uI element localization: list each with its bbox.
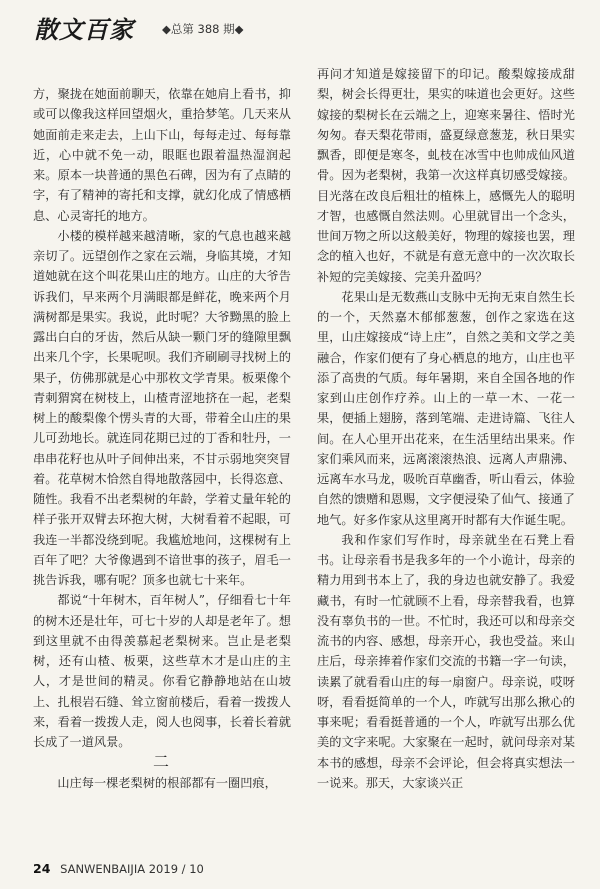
right-paragraph-3: 我和作家们写作时，母亲就坐在石凳上看书。让母亲看书是我多年的一个小诡计，母亲的精力用到书本上了，我的身边也就安静了。我爱藏书，有时一忙就顾不上看，母亲替我看，也算没有辜负书的一世。不忙时，我还可以和母亲交流书的内容、感想，母亲开心，我也受益。来山庄后，母亲捧着作家们交流的书籍一字一句读，读累了就看看山庄的每一扇窗户。母亲说，哎呀呀，看看挺简单的一个人，咋就写出那么揪心的事来呢；看看挺普通的一个人，咋就写出那么优美的文字来呢。大家聚在一起时，就问母亲对某本书的感想，母亲不会评论，但会将真实想法一一说来。那天，大家谈兴正: [317, 532, 575, 790]
left-paragraph-3: 都说“十年树木，百年树人”，仔细看七十年的树木还是壮年，可七十岁的人却是老年了。想到这里就不由得羡慕起老梨树来。岂止是老梨树，还有山楂、板栗，这些草木才是山庄的主人，才是世间的精灵。你看它静静地站在山坡上、扎根岩石缝、耸立窗前楼后，看着一拨拨人来，看着一拨拨人走，阅人也阅事，长着长着就长成了一道风景。: [33, 593, 291, 749]
page-number: 24: [33, 861, 51, 876]
left-paragraph-2: 小楼的模样越来越清晰，家的气息也越来越亲切了。远望创作之家在云端，身临其境，才知道她就在这个叫花果山庄的地方。山庄的大爷告诉我们，早来两个月满眼都是鲜花，晚来两个月满树都是果实。我说，此时呢？大爷黝黑的脸上露出白白的牙齿，然后从缺一颗门牙的缝隙里飘出来几个字，长果呢呗。我们齐刷刷寻找树上的果子，仿佛那就是心中那枚文学青果。板栗像个青刺猬窝在树枝上，山楂青涩地挤在一起，老梨树上的酸梨像个愣头青的大哥，带着全山庄的果儿可劲地长。就连同花期已过的丁香和牡丹，一串串花籽也从叶子间伸出来，不甘示弱地突突冒着。花草树木恰然自得地散落园中，长得恣意、随性。我看不出老梨树的年龄，学着丈量年轮的样子张开双臂去环抱大树，大树看着不起眼，可我连一半都没绕到呢。我尴尬地问，这棵树有上百年了吧？大爷像遇到不谙世事的孩子，眉毛一挑告诉我，哪有呢？顶多也就七十来年。: [33, 228, 291, 587]
left-paragraph-4: 山庄每一棵老梨树的根部都有一圈凹痕，: [57, 775, 277, 790]
left-paragraph-1: 方，聚拢在她面前聊天，依靠在她肩上看书，抑或可以像我这样回望烟火，重拾梦笔。几天来从她面前走来走去，上山下山，每每走过、每每靠近，心中就不免一动，眼眶也跟着温热湿润起来。原本一块普通的黑色石碑，因为有了点睛的字，有了精神的寄托和支撑，就幻化成了情感栖息、心灵寄托的地方。: [33, 87, 291, 223]
left-column: [33, 84, 291, 864]
section-heading: 二: [152, 752, 171, 772]
right-paragraph-2: 花果山是无数燕山支脉中无拘无束自然生长的一个，天然嘉木郁郁葱葱，创作之家选在这里，山庄嫁接成“诗上庄”，自然之美和文学之美融合，作家们便有了身心栖息的地方，山庄也平添了高贵的气质。每年暑期，来自全国各地的作家到山庄创作疗养。山上的一草一木、一花一果，便插上翅膀，落到笔端、走进诗篇、飞往人间。在人心里开出花来，在生活里结出果来。作家们乘风而来，远离滚滚热浪、远离人声鼎沸、远离车水马龙，吸吮百草幽香，听山看云，体验自然的馈赠和恩赐，文字便浸染了仙气、接通了地气。好多作家从这里离开时都有大作诞生呢。: [317, 289, 575, 527]
right-column: [317, 64, 575, 864]
page-header: [34, 8, 574, 48]
issue-number: ◆总第 388 期◆: [162, 22, 244, 36]
page-footer: [33, 861, 204, 876]
right-paragraph-1: 再问才知道是嫁接留下的印记。酸梨嫁接成甜梨，树会长得更壮，果实的味道也会更好。这些嫁接的梨树长在云端之上，迎寒来暑往、悟时光匆匆。春天梨花带雨，盛夏绿意葱茏，秋日果实飘香，即便是寒冬，虬枝在冰雪中也帅成仙风道骨。因为老梨树，我第一次这样真切感受嫁接。目光落在改良后粗壮的植株上，感慨先人的聪明才智，也感慨自然法则。心里就冒出一个念头，世间万物之所以这般美好，物理的嫁接也罢，理念的植入也好，不就是有意无意中的一次次取长补短的完美嫁接、完美升盈吗？: [317, 67, 575, 284]
journal-footer-title: SANWENBAIJIA 2019 / 10: [60, 862, 204, 876]
journal-brand: 散文百家: [34, 15, 134, 44]
